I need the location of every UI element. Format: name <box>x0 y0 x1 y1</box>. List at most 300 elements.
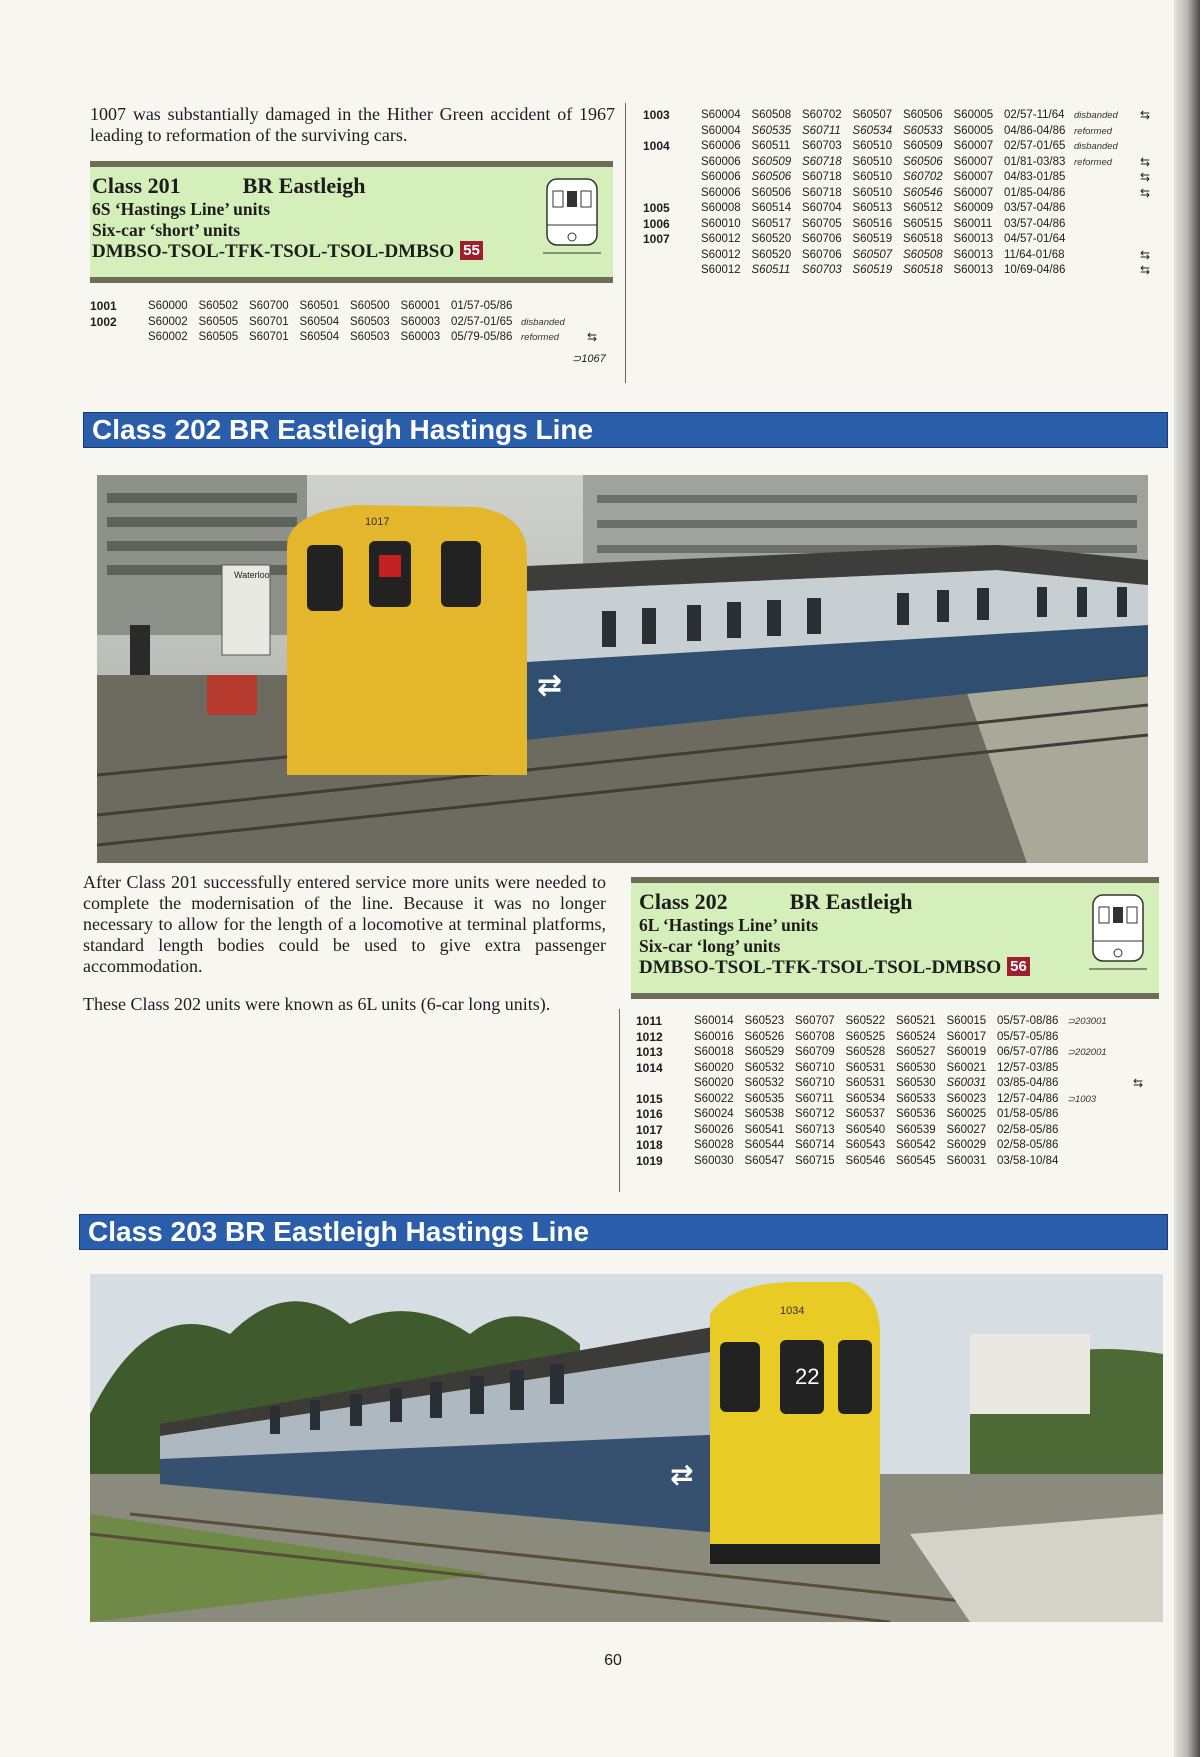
car-number: S60505 <box>198 331 239 343</box>
car-number: S60507 <box>852 109 893 121</box>
book-spine-shadow <box>1174 0 1200 1757</box>
car-number: S60705 <box>802 217 842 230</box>
car-number: S60518 <box>903 264 943 276</box>
car-number: S60539 <box>896 1123 936 1136</box>
class201-box <box>90 161 613 283</box>
car-number: S60030 <box>694 1154 734 1167</box>
empty-cell <box>1125 1154 1143 1170</box>
car-number: S60007 <box>953 155 994 168</box>
car-number: S60544 <box>744 1139 785 1151</box>
car-number: S60006 <box>701 186 741 199</box>
date-range: 05/79-05/86 <box>451 331 513 343</box>
unit-number <box>643 263 701 279</box>
table-row <box>643 186 1150 202</box>
date-range: 04/83-01/85 <box>1004 171 1066 183</box>
car-number: S60006 <box>701 171 741 183</box>
status-note <box>1074 263 1132 279</box>
unit-front-icon <box>1087 889 1149 971</box>
table-row <box>643 201 1150 217</box>
unit-number <box>643 124 701 140</box>
empty-cell <box>1132 232 1150 248</box>
car-number: S60526 <box>744 1030 785 1043</box>
unit-number: 1016 <box>636 1107 663 1121</box>
date-range: 04/86-04/86 <box>1004 124 1066 137</box>
car-number: S60510 <box>852 186 893 199</box>
date-range: 12/57-03/85 <box>997 1061 1059 1074</box>
status-note <box>1067 1076 1125 1092</box>
class202-line1: 6L ‘Hastings Line’ units <box>639 915 819 935</box>
date-range: 03/58-10/84 <box>997 1154 1059 1167</box>
unit-number: 1007 <box>643 232 670 246</box>
car-number: S60013 <box>953 233 994 245</box>
car-number: S60508 <box>903 248 943 261</box>
class201-formation-row <box>92 241 613 263</box>
class202-heading: Class 202 BR Eastleigh Hastings Line <box>83 412 1168 448</box>
car-number: S60012 <box>701 233 741 245</box>
reformation-icon: ⇆ <box>1139 247 1150 262</box>
car-number: S60028 <box>694 1139 734 1151</box>
table-row <box>636 1030 1143 1046</box>
intro-paragraph: 1007 was substantially damaged in the Hither Green accident of 1967 leading to reformation of the surviving cars. <box>90 104 615 145</box>
table-row <box>643 124 1150 140</box>
car-number: S60005 <box>953 109 994 121</box>
empty-cell <box>1132 124 1150 140</box>
class202-title: Class 202 <box>639 889 728 914</box>
car-number: S60528 <box>845 1046 886 1058</box>
unit-number: 1003 <box>643 108 670 122</box>
car-number: S60500 <box>350 300 390 312</box>
car-number: S60543 <box>845 1139 886 1151</box>
car-number: S60000 <box>148 300 188 312</box>
car-number: S60533 <box>903 124 943 137</box>
date-range: 02/57-01/65 <box>451 315 513 328</box>
unit-number <box>90 330 148 346</box>
car-number: S60711 <box>802 124 841 137</box>
unit-number: 1001 <box>90 299 117 313</box>
date-range: 01/85-04/86 <box>1004 186 1066 199</box>
status-note <box>1074 232 1132 248</box>
car-number: S60507 <box>852 248 893 261</box>
class201-formation: DMBSO-TSOL-TFK-TSOL-TSOL-DMBSO <box>92 241 455 262</box>
car-number: S60002 <box>148 331 188 343</box>
photo2-headcode: 1034 <box>780 1305 805 1317</box>
car-number: S60516 <box>852 217 893 230</box>
car-number: S60518 <box>903 233 943 245</box>
car-number: S60519 <box>852 233 893 245</box>
car-number: S60018 <box>694 1046 734 1058</box>
car-number: S60503 <box>350 331 390 343</box>
car-number: S60718 <box>802 155 842 168</box>
class202-unit-table <box>636 1014 1143 1169</box>
class202-formation-row <box>639 957 1159 979</box>
car-number: S60540 <box>845 1123 886 1136</box>
unit-number <box>643 155 701 171</box>
photo1-headcode: 1017 <box>365 516 390 528</box>
unit-number: 1017 <box>636 1122 663 1137</box>
date-range: 06/57-07/86 <box>997 1046 1059 1058</box>
car-number: S60530 <box>896 1077 936 1089</box>
car-number: S60704 <box>802 202 842 214</box>
empty-cell <box>1125 1030 1143 1046</box>
unit-front-icon <box>541 173 603 255</box>
car-number: S60707 <box>795 1015 835 1027</box>
car-number: S60503 <box>350 315 390 328</box>
car-number: S60546 <box>845 1154 886 1167</box>
unit-number: 1015 <box>636 1091 663 1106</box>
car-number: S60021 <box>946 1061 987 1074</box>
status-note: reformed <box>521 332 560 343</box>
unit-number <box>636 1076 694 1092</box>
status-note <box>1074 186 1132 202</box>
empty-cell <box>579 315 597 331</box>
car-number: S60700 <box>249 300 289 312</box>
date-range: 01/57-05/86 <box>451 300 513 312</box>
car-number: S60509 <box>751 155 792 168</box>
class202-formation: DMBSO-TSOL-TFK-TSOL-TSOL-DMBSO <box>639 957 1002 978</box>
table-row <box>636 1061 1143 1077</box>
empty-cell <box>579 299 597 315</box>
reformation-icon: ⇆ <box>1139 263 1150 277</box>
empty-cell <box>1125 1061 1143 1077</box>
status-note <box>1067 1138 1125 1154</box>
car-number: S60535 <box>744 1092 785 1105</box>
table-row <box>643 108 1150 124</box>
table-row <box>90 315 597 331</box>
unit-number: 1005 <box>643 201 670 215</box>
car-number: S60023 <box>946 1092 987 1105</box>
car-number: S60024 <box>694 1108 734 1120</box>
unit-number: 1018 <box>636 1138 663 1152</box>
car-number: S60534 <box>852 124 893 137</box>
car-number: S60714 <box>795 1139 835 1151</box>
car-number: S60014 <box>694 1015 734 1027</box>
page-number: 60 <box>604 1652 622 1669</box>
car-number: S60008 <box>701 202 741 214</box>
table-row <box>643 170 1150 186</box>
reformation-icon: ⇆ <box>586 330 597 344</box>
date-range: 02/57-11/64 <box>1004 109 1065 121</box>
status-note: ⊃203001 <box>1067 1016 1107 1027</box>
car-number: S60012 <box>701 248 741 261</box>
car-number: S60025 <box>946 1108 987 1120</box>
date-range: 01/81-03/83 <box>1004 155 1066 168</box>
car-number: S60519 <box>852 264 893 276</box>
car-number: S60702 <box>802 109 842 121</box>
unit-number: 1012 <box>636 1029 663 1044</box>
status-note: disbanded <box>1074 141 1118 152</box>
class201-builder: BR Eastleigh <box>242 173 366 198</box>
car-number: S60547 <box>744 1154 785 1167</box>
empty-cell <box>1125 1092 1143 1108</box>
car-number: S60502 <box>198 300 239 312</box>
status-note <box>1067 1061 1125 1077</box>
car-number: S60703 <box>802 264 842 276</box>
car-number: S60531 <box>845 1061 886 1074</box>
car-number: S60712 <box>795 1108 835 1120</box>
car-number: S60506 <box>751 186 792 199</box>
car-number: S60013 <box>953 264 994 276</box>
car-number: S60009 <box>953 202 994 214</box>
table-row <box>643 232 1150 248</box>
car-number: S60527 <box>896 1046 936 1058</box>
car-number: S60007 <box>953 186 994 199</box>
car-number: S60003 <box>400 315 441 328</box>
column-divider-2 <box>619 1009 620 1192</box>
car-number: S60513 <box>852 202 893 214</box>
reformation-icon: ⇆ <box>1139 154 1150 169</box>
car-number: S60510 <box>852 171 893 183</box>
date-range: 01/58-05/86 <box>997 1108 1059 1120</box>
status-note <box>1067 1107 1125 1123</box>
empty-cell <box>1125 1123 1143 1139</box>
date-range: 02/58-05/86 <box>997 1123 1059 1136</box>
status-note: reformed <box>1074 125 1113 137</box>
status-note: disbanded <box>521 316 565 328</box>
empty-cell <box>1125 1107 1143 1123</box>
car-number: S60026 <box>694 1123 734 1136</box>
car-number: S60532 <box>744 1077 785 1089</box>
unit-number: 1019 <box>636 1153 663 1168</box>
status-note <box>1067 1154 1125 1170</box>
table-row <box>643 139 1150 155</box>
car-number: S60710 <box>795 1061 835 1074</box>
car-number: S60517 <box>751 217 792 230</box>
class201-continued-table <box>643 108 1150 279</box>
class203-train-photo <box>90 1274 1163 1622</box>
car-number: S60541 <box>744 1123 785 1136</box>
car-number: S60546 <box>903 186 943 199</box>
car-number: S60006 <box>701 155 741 168</box>
table-row <box>90 299 597 315</box>
car-number: S60007 <box>953 140 994 152</box>
table-row <box>636 1092 1143 1108</box>
status-note <box>1074 217 1132 233</box>
status-note <box>1074 201 1132 217</box>
car-number: S60531 <box>845 1077 886 1089</box>
car-number: S60508 <box>751 109 792 121</box>
date-range: 11/64-01/68 <box>1004 248 1065 261</box>
unit-number: 1006 <box>643 216 670 231</box>
car-number: S60523 <box>744 1015 785 1027</box>
empty-cell <box>1125 1138 1143 1154</box>
status-note: disbanded <box>1074 110 1118 121</box>
car-number: S60006 <box>701 140 741 152</box>
car-number: S60703 <box>802 140 842 152</box>
unit-number: 1013 <box>636 1045 663 1059</box>
column-divider <box>625 103 626 383</box>
status-note <box>1074 170 1132 186</box>
car-number: S60017 <box>946 1030 987 1043</box>
car-number: S60718 <box>802 186 842 199</box>
car-number: S60012 <box>701 264 741 276</box>
car-number: S60713 <box>795 1123 835 1136</box>
date-range: 05/57-05/86 <box>997 1030 1059 1043</box>
car-number: S60718 <box>802 171 842 183</box>
car-number: S60701 <box>249 315 289 328</box>
class201-title: Class 201 <box>92 173 181 198</box>
car-number: S60520 <box>751 233 792 245</box>
car-number: S60501 <box>299 300 340 312</box>
car-number: S60530 <box>896 1061 936 1074</box>
class202-line2: Six-car ‘long’ units <box>639 936 781 956</box>
empty-cell <box>1125 1045 1143 1061</box>
car-number: S60511 <box>751 264 791 276</box>
car-number: S60529 <box>744 1046 785 1058</box>
car-number: S60505 <box>198 315 239 328</box>
status-note <box>1067 1123 1125 1139</box>
status-note: ⊃202001 <box>1067 1047 1107 1058</box>
car-number: S60512 <box>903 202 943 214</box>
class201-unit-table <box>90 299 597 346</box>
date-range: 02/57-01/65 <box>1004 140 1066 152</box>
unit-number: 1014 <box>636 1060 663 1075</box>
status-note <box>521 299 579 315</box>
car-number: S60535 <box>751 124 792 137</box>
photo1-station-sign: Waterloo <box>234 570 270 580</box>
car-number: S60004 <box>701 109 741 121</box>
car-number: S60027 <box>946 1123 987 1136</box>
car-number: S60534 <box>845 1092 886 1105</box>
car-number: S60708 <box>795 1030 835 1043</box>
svg-text:⇄: ⇄ <box>537 668 563 703</box>
car-number: S60019 <box>946 1046 987 1058</box>
table-row <box>636 1123 1143 1139</box>
unit-number: 1004 <box>643 139 670 153</box>
table-row <box>90 330 597 346</box>
status-note <box>1067 1030 1125 1046</box>
car-number: S60011 <box>953 217 993 230</box>
car-number: S60013 <box>953 248 994 261</box>
date-range: 04/57-01/64 <box>1004 233 1066 245</box>
class202-badge: 56 <box>1007 957 1030 976</box>
unit-number: 1002 <box>90 314 117 329</box>
class202-heading-line <box>639 889 1159 915</box>
car-number: S60520 <box>751 248 792 261</box>
car-number: S60016 <box>694 1030 734 1043</box>
class202-train-photo <box>97 475 1148 863</box>
car-number: S60510 <box>852 155 893 168</box>
car-number: S60524 <box>896 1030 936 1043</box>
table-row <box>636 1107 1143 1123</box>
car-number: S60003 <box>400 331 441 343</box>
empty-cell <box>1132 201 1150 217</box>
class201-line1: 6S ‘Hastings Line’ units <box>92 199 271 219</box>
car-number: S60504 <box>299 331 340 343</box>
empty-cell <box>1132 217 1150 233</box>
status-note: ⊃1003 <box>1067 1093 1097 1105</box>
car-number: S60536 <box>896 1108 936 1120</box>
car-number: S60031 <box>946 1077 987 1089</box>
class202-builder: BR Eastleigh <box>789 889 913 914</box>
car-number: S60007 <box>953 171 994 183</box>
car-number: S60706 <box>802 248 842 261</box>
car-number: S60515 <box>903 217 943 230</box>
car-number: S60004 <box>701 124 741 137</box>
car-number: S60510 <box>852 140 893 152</box>
car-number: S60020 <box>694 1077 734 1089</box>
status-note: reformed <box>1074 156 1113 168</box>
table-row <box>643 155 1150 171</box>
class202-paragraph-2: These Class 202 units were known as 6L units (6-car long units). <box>83 994 551 1014</box>
car-number: S60015 <box>946 1015 987 1027</box>
car-number: S60533 <box>896 1092 936 1105</box>
table-row <box>643 263 1150 279</box>
class202-paragraph-1: After Class 201 successfully entered service more units were needed to complete the modernisation of the line. Because it was no longer necessary to allow for the length of a locomotive at terminal platforms, standard length bodies could be used to give extra passenger accommodation. <box>83 872 606 976</box>
class201-heading <box>92 173 613 199</box>
car-number: S60710 <box>795 1077 835 1089</box>
empty-cell <box>1125 1014 1143 1030</box>
car-number: S60525 <box>845 1030 886 1043</box>
class202-box <box>631 877 1159 999</box>
unit-number <box>643 186 701 202</box>
car-number: S60521 <box>896 1015 936 1027</box>
car-number: S60715 <box>795 1154 835 1167</box>
date-range: 10/69-04/86 <box>1004 264 1066 276</box>
car-number: S60702 <box>903 171 943 183</box>
date-range: 05/57-08/86 <box>997 1015 1059 1027</box>
car-number: S60022 <box>694 1092 734 1105</box>
date-range: 03/57-04/86 <box>1004 202 1066 214</box>
svg-text:⇄: ⇄ <box>670 1458 694 1491</box>
car-number: S60709 <box>795 1046 835 1058</box>
class201-badge: 55 <box>460 241 483 260</box>
car-number: S60506 <box>903 155 943 168</box>
car-number: S60010 <box>701 217 741 230</box>
car-number: S60711 <box>795 1092 834 1105</box>
car-number: S60020 <box>694 1061 734 1074</box>
status-note <box>1074 248 1132 264</box>
car-number: S60005 <box>953 124 994 137</box>
car-number: S60537 <box>845 1108 886 1120</box>
table-row <box>636 1045 1143 1061</box>
car-number: S60538 <box>744 1108 785 1120</box>
reformation-icon: ⇆ <box>1139 108 1150 122</box>
car-number: S60522 <box>845 1015 886 1027</box>
date-range: 02/58-05/86 <box>997 1139 1059 1151</box>
car-number: S60532 <box>744 1061 785 1074</box>
table-row <box>636 1138 1143 1154</box>
photo2-route-number: 22 <box>795 1364 820 1389</box>
date-range: 12/57-04/86 <box>997 1092 1059 1105</box>
empty-cell <box>1132 139 1150 155</box>
car-number: S60506 <box>751 171 792 183</box>
car-number: S60031 <box>946 1154 987 1167</box>
table-row <box>636 1154 1143 1170</box>
table-row <box>636 1076 1143 1092</box>
car-number: S60701 <box>249 331 289 343</box>
reformation-icon: ⇆ <box>1132 1076 1143 1090</box>
table-row <box>643 248 1150 264</box>
car-number: S60506 <box>903 109 943 121</box>
table-row <box>643 217 1150 233</box>
table-row <box>636 1014 1143 1030</box>
class201-line2: Six-car ‘short’ units <box>92 220 241 240</box>
date-range: 03/85-04/86 <box>997 1077 1059 1089</box>
car-number: S60504 <box>299 315 340 328</box>
car-number: S60514 <box>751 202 792 214</box>
car-number: S60542 <box>896 1139 936 1151</box>
unit-number: 1011 <box>636 1014 663 1028</box>
class203-heading: Class 203 BR Eastleigh Hastings Line <box>79 1214 1168 1250</box>
unit-number <box>643 170 701 186</box>
unit-number <box>643 248 701 264</box>
car-number: S60509 <box>903 140 943 152</box>
class201-sub-reference: ⊃1067 <box>572 353 606 365</box>
car-number: S60002 <box>148 315 188 328</box>
date-range: 03/57-04/86 <box>1004 217 1066 230</box>
reformation-icon: ⇆ <box>1139 170 1150 184</box>
car-number: S60545 <box>896 1154 936 1167</box>
